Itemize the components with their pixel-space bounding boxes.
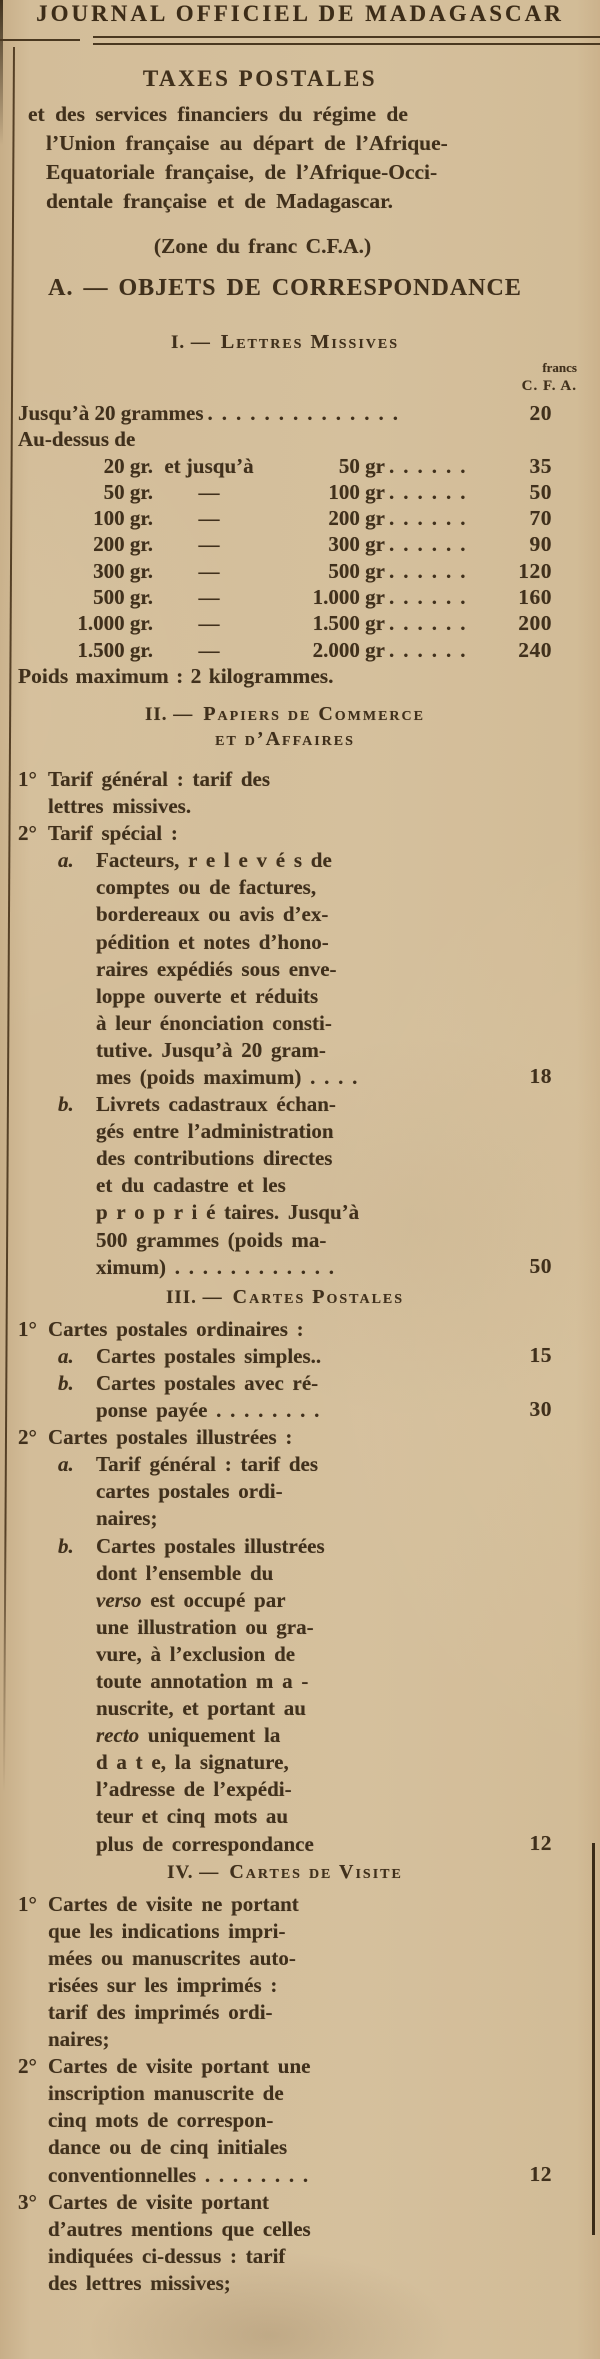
weight-to: 300 gr	[328, 532, 385, 557]
weight-rate-row	[18, 505, 552, 531]
tariff-entry	[18, 1091, 552, 1281]
header-rule-left-segment	[0, 39, 80, 41]
dot-leader: ..............	[207, 401, 408, 425]
entry-marker: 2°	[18, 1425, 37, 1450]
section-heading-line-1	[18, 702, 552, 727]
weight-price: 35	[529, 453, 552, 478]
entry-marker: b.	[58, 1533, 74, 1558]
tariff-entry	[18, 1891, 552, 2054]
letter-rate-table	[18, 400, 552, 690]
entry-price: 50	[529, 1253, 552, 1278]
entry-marker: 2°	[18, 2054, 37, 2079]
section-heading-cartes-de-visite	[18, 1860, 552, 1885]
section-title-continued: et d’Affaires	[215, 727, 355, 750]
entry-marker: 1°	[18, 1316, 37, 1341]
column-right-border	[592, 1843, 595, 2235]
masthead-title: JOURNAL OFFICIEL DE MADAGASCAR	[36, 1, 564, 26]
weight-range-link: —	[198, 558, 220, 583]
article-column	[18, 56, 577, 2297]
entry-text: Cartes postales illustrées dont l’ensemble du verso est occupé par une illustration ou gra- vure, à l’exclusion de toute annotation m a - nuscrite, et portant au recto uniquement la d a t e, la signature, l’adresse de l’expédi- teur et cinq mots au plus de correspondance	[96, 1533, 325, 1856]
article-title: TAXES POSTALES	[142, 66, 378, 91]
weight-price: 200	[518, 611, 552, 636]
papiers-commerce-entries	[18, 766, 552, 1281]
weight-range-link: et jusqu’à	[164, 453, 254, 478]
tariff-entry	[18, 1533, 552, 1858]
entry-marker: 2°	[18, 821, 37, 846]
section-number: IV. —	[167, 1861, 220, 1883]
currency-line-1: francs	[542, 360, 577, 375]
entry-price: 30	[529, 1397, 552, 1422]
entry-price: 18	[529, 1064, 552, 1088]
zone-note: (Zone du franc C.F.A.)	[153, 234, 372, 258]
tariff-entry	[18, 1451, 552, 1532]
weight-rate-row	[18, 453, 552, 479]
entry-text: Tarif spécial :	[48, 821, 178, 846]
header-double-rule	[93, 36, 600, 45]
entry-text: Cartes de visite ne portant que les indications impri- mées ou manuscrites auto- risées sur les imprimés : tarif des imprimés ordi- naires;	[48, 1891, 299, 2052]
entry-text: Cartes postales ordinaires :	[48, 1316, 304, 1341]
section-title: Papiers de Commerce	[203, 702, 425, 725]
tariff-entry	[18, 1424, 552, 1451]
entry-price: 12	[529, 2161, 552, 2186]
column-left-border	[3, 47, 15, 1792]
entry-marker: b.	[58, 1092, 74, 1117]
dot-leader: ......	[389, 506, 475, 531]
weight-to: 2.000 gr	[312, 637, 385, 662]
weight-to: 500 gr	[328, 558, 385, 583]
entry-text: Tarif général : tarif des lettres missives.	[48, 766, 271, 819]
weight-to: 200 gr	[328, 506, 385, 531]
cartes-postales-entries	[18, 1316, 552, 1858]
weight-price: 120	[518, 558, 552, 583]
entry-price: 15	[529, 1342, 552, 1367]
entry-text: Facteurs, r e l e v é s de comptes ou de factures, bordereaux ou avis d’ex- pédition et notes d’hono- raires expédiés sous enve- loppe ouverte et réduits à leur énonciation consti- tutive. Jusqu’à 20 gram- mes (poids maximum) . . . .	[96, 848, 358, 1089]
dot-leader: ......	[389, 611, 475, 636]
weight-range-link: —	[198, 506, 220, 531]
section-title: Lettres Missives	[220, 331, 400, 353]
weight-to: 1.000 gr	[312, 585, 385, 610]
weight-price: 50	[529, 479, 552, 504]
section-number: II. —	[145, 703, 194, 725]
weight-range-link: —	[198, 585, 220, 610]
dot-leader: ......	[389, 585, 475, 610]
weight-range-link: —	[198, 637, 220, 662]
weight-range-link: —	[198, 479, 220, 504]
entry-marker: b.	[58, 1370, 74, 1395]
weight-rate-row	[18, 637, 552, 663]
weight-to: 50 gr	[338, 453, 385, 478]
tariff-entry	[18, 1370, 552, 1424]
weight-to: 1.500 gr	[312, 611, 385, 636]
section-heading-lettres-missives	[18, 330, 552, 355]
dot-leader: ......	[389, 479, 475, 504]
weight-from: 200 gr.	[93, 532, 153, 557]
weight-price: 240	[518, 637, 552, 662]
weight-range-link: —	[198, 611, 220, 636]
entry-text: Cartes de visite portant une inscription manuscrite de cinq mots de correspon- dance ou de cinq initiales conventionnelles . . . . . . . .	[48, 2054, 311, 2187]
max-weight-note: Poids maximum : 2 kilogrammes.	[18, 663, 334, 688]
entry-marker: a.	[58, 1343, 74, 1368]
tariff-entry	[18, 2053, 552, 2188]
weight-from: 1.000 gr.	[77, 611, 153, 636]
entry-text: Cartes de visite portant d’autres mentions que celles indiquées ci-dessus : tarif des lettres missives;	[48, 2189, 311, 2295]
article-intro: et des services financiers du régime de l’Union française au départ de l’Afrique- Equatoriale française, de l’Afrique-Occi- dentale française et de Madagascar.	[28, 102, 448, 213]
section-a-heading: A. — OBJETS DE CORRESPONDANCE	[48, 275, 522, 301]
entry-text: Cartes postales avec ré- ponse payée . . . . . . . .	[96, 1370, 320, 1423]
cartes-de-visite-entries	[18, 1891, 552, 2297]
tariff-entry	[18, 820, 552, 847]
dot-leader: ......	[389, 558, 475, 583]
dot-leader: ......	[389, 637, 475, 662]
entry-price: 12	[529, 1830, 552, 1855]
rate-price: 20	[529, 401, 552, 425]
section-heading-papiers-commerce	[18, 702, 552, 752]
rate-label: Jusqu’à 20 grammes	[18, 401, 204, 425]
weight-rate-row	[18, 584, 552, 610]
entry-text: Cartes postales illustrées :	[48, 1425, 293, 1450]
tariff-entry	[18, 1343, 552, 1370]
entry-marker: a.	[58, 1452, 74, 1477]
tariff-entry	[18, 2189, 552, 2297]
entry-marker: 1°	[18, 1891, 37, 1916]
dot-leader: ......	[389, 532, 475, 557]
entry-text: Livrets cadastraux échan- gés entre l’administration des contributions directes et du cadastre et les p r o p r i é taires. Jusqu’à 500 grammes (poids ma- ximum) . . . . . . . . . . . .	[96, 1092, 360, 1279]
weight-from: 50 gr.	[103, 479, 153, 504]
tariff-entry	[18, 847, 552, 1091]
entry-text: Cartes postales simples..	[96, 1343, 322, 1368]
section-number: III. —	[165, 1286, 223, 1308]
currency-line-2: C. F. A.	[521, 378, 577, 394]
weight-from: 500 gr.	[93, 585, 153, 610]
weight-price: 90	[529, 532, 552, 557]
weight-rate-row	[18, 479, 552, 505]
tariff-entry	[18, 1316, 552, 1343]
section-title: Cartes Postales	[232, 1285, 405, 1308]
weight-rate-row	[18, 558, 552, 584]
weight-price: 70	[529, 506, 552, 531]
rate-group-label: Au-dessus de	[18, 427, 136, 452]
tariff-entry	[18, 766, 552, 820]
weight-from: 20 gr.	[103, 453, 153, 478]
weight-rate-row	[18, 610, 552, 636]
weight-from: 100 gr.	[93, 506, 153, 531]
weight-range-link: —	[198, 532, 220, 557]
section-title: Cartes de Visite	[229, 1860, 403, 1883]
weight-price: 160	[518, 585, 552, 610]
section-number: I. —	[170, 332, 211, 353]
page-edge-shadow	[0, 0, 3, 145]
currency-unit-note	[18, 359, 577, 395]
weight-rate-rows	[18, 453, 552, 663]
weight-from: 300 gr.	[93, 558, 153, 583]
weight-rate-row	[18, 531, 552, 557]
entry-text: Tarif général : tarif des cartes postales ordi- naires;	[96, 1452, 319, 1531]
entry-marker: 1°	[18, 766, 37, 791]
entry-marker: 3°	[18, 2189, 37, 2214]
weight-from: 1.500 gr.	[77, 637, 153, 662]
dot-leader: ......	[389, 453, 475, 478]
weight-to: 100 gr	[328, 479, 385, 504]
section-heading-line-2	[18, 727, 552, 752]
section-heading-cartes-postales	[18, 1285, 552, 1310]
entry-marker: a.	[58, 848, 74, 873]
rate-row-first	[18, 400, 552, 426]
